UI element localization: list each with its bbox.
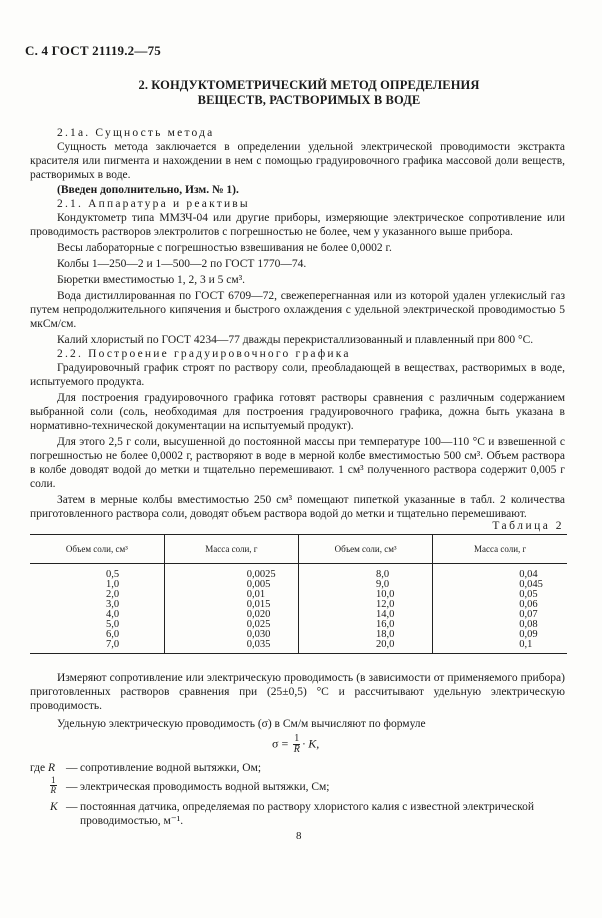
- subsection-heading-2-1a: 2.1а. Сущность метода: [57, 127, 215, 139]
- paragraph: Весы лабораторные с погрешностью взвешивания не более 0,0002 г.: [57, 242, 392, 254]
- table-cell: 16,0: [376, 619, 395, 630]
- body-text-lower: [30, 671, 565, 731]
- paragraph: Для построения градуировочного графика готовят растворы сравнения с различным содержанием выбранной соли (соль, необходимая для построения градуировочного графика, дожна быть указана в нормативно-технической документации на испытуемый продукт).: [30, 392, 565, 432]
- table-cell: 5,0: [106, 619, 120, 630]
- paragraph: Для этого 2,5 г соли, высушенной до постоянной массы при температуре 100—110 °С и взвешенной с погрешностью не более 0,0002 г, растворяют в воде в мерной колбе вместимостью 500 см³. Объем раствора в колбе доводят водой до метки и тщательно перемешивают. 1 см³ полученного раствора содержит 0,005 г соли.: [30, 436, 565, 490]
- table-header-cell: Масса соли, г: [164, 535, 298, 564]
- page-header: С. 4 ГОСТ 21119.2—75: [25, 43, 161, 58]
- subsection-heading-2-1: 2.1. Аппаратура и реактивы: [57, 198, 250, 210]
- table-cell: 0,020: [246, 609, 271, 620]
- formula-denominator: R: [293, 744, 300, 755]
- table-cell: 9,0: [376, 579, 390, 590]
- paragraph: Кондуктометр типа ММЗЧ-04 или другие приборы, измеряющие электрическое сопротивление или проводимость растворов электролитов с погрешностью не более, чем у указанного выше прибора.: [30, 212, 565, 238]
- definition-symbol: R: [47, 762, 56, 774]
- table-header-cell: Объем соли, см³: [30, 535, 164, 564]
- table-cell: 0,025: [246, 619, 271, 630]
- definition-symbol: K: [50, 801, 58, 813]
- paragraph: Калий хлористый по ГОСТ 4234—77 дважды перекристаллизованный и плавленный при 800 °С.: [57, 334, 534, 346]
- formula-fraction: [293, 734, 300, 755]
- table-cell: 4,0: [106, 609, 120, 620]
- table-column-volume-2: [299, 564, 433, 654]
- table-cell: 18,0: [376, 629, 395, 640]
- table-cell: 0,0025: [246, 569, 276, 580]
- table-cell: 0,005: [246, 579, 271, 590]
- data-table: [30, 534, 567, 654]
- table-cell: 0,07: [519, 609, 538, 620]
- table-cell: 0,01: [246, 589, 266, 600]
- section-title-line2: ВЕЩЕСТВ, РАСТВОРИМЫХ В ВОДЕ: [197, 93, 421, 107]
- formula: [272, 734, 319, 755]
- paragraph: Затем в мерные колбы вместимостью 250 см³ помещают пипеткой указанные в табл. 2 количества приготовленного раствора соли, доводят объем раствора водой до метки и тщательно перемешивают.: [30, 494, 565, 520]
- table-cell: 6,0: [106, 629, 120, 640]
- table-cell: 20,0: [376, 639, 395, 650]
- paragraph: Бюретки вместимостью 1, 2, 3 и 5 см³.: [57, 274, 246, 286]
- table-cell: 0,06: [519, 599, 538, 610]
- formula-numerator: 1: [294, 733, 300, 744]
- amendment-note: (Введен дополнительно, Изм. № 1).: [57, 184, 239, 196]
- page-number: 8: [296, 830, 302, 842]
- table-cell: 0,045: [519, 579, 543, 590]
- table-cell: 14,0: [376, 609, 395, 620]
- table-column-mass-2: [433, 564, 567, 654]
- definition-text: электрическая проводимость водной вытяжки, См;: [80, 781, 330, 793]
- table-cell: 2,0: [106, 589, 120, 600]
- table-cell: 0,030: [246, 629, 271, 640]
- paragraph: Колбы 1—250—2 и 1—500—2 по ГОСТ 1770—74.: [57, 258, 307, 270]
- definition-dash: —: [66, 781, 78, 793]
- formula-rhs: · K,: [302, 736, 320, 751]
- paragraph: Измеряют сопротивление или электрическую проводимость (в зависимости от применяемого прибора) приготовленных растворов сравнения при (25±0,5) °С и рассчитывают удельную электрическую проводимость.: [30, 672, 565, 712]
- table-cell: 1,0: [106, 579, 120, 590]
- subsection-heading-2-2: 2.2. Построение градуировочного графика: [57, 348, 351, 360]
- definition-dash: —: [66, 762, 78, 774]
- table-cell: 0,05: [519, 589, 538, 600]
- table-header-cell: Объем соли, см³: [299, 535, 433, 564]
- table-cell: 0,1: [519, 639, 533, 650]
- table-cell: 0,04: [519, 569, 538, 580]
- paragraph: Сущность метода заключается в определении удельной электрической проводимости экстракта красителя или пигмента и нахождении в нем с помощью градуировочного графика массовой доли веществ, растворимых в воде.: [30, 141, 565, 181]
- table-cell: 0,5: [106, 569, 120, 580]
- table-cell: 0,09: [519, 629, 538, 640]
- paragraph: Вода дистиллированная по ГОСТ 6709—72, свежеперегнанная или из которой удален углекислый газ путем непродолжительного кипячения и быстрого охлаждения с удельной электрической проводимостью 5 мкСм/см.: [30, 290, 565, 330]
- formula-lhs: σ =: [272, 736, 292, 751]
- table-caption: Таблица 2: [492, 520, 564, 532]
- table-cell: 0,08: [519, 619, 538, 630]
- table-cell: 12,0: [376, 599, 395, 610]
- definition-fraction-den: R: [50, 785, 56, 795]
- table-cell: 10,0: [376, 589, 395, 600]
- paragraph: Удельную электрическую проводимость (σ) в См/м вычисляют по формуле: [57, 718, 426, 730]
- definition-text: постоянная датчика, определяемая по раствору хлористого калия с известной электрической проводимостью, м⁻¹.: [80, 801, 535, 827]
- table-column-volume-1: [30, 564, 164, 654]
- definition-fraction: [50, 776, 57, 795]
- table-cell: 0,035: [246, 639, 271, 650]
- table-cell: 0,015: [246, 599, 271, 610]
- table-cell: 7,0: [106, 639, 120, 650]
- body-text-upper: [30, 126, 565, 521]
- paragraph: Градуировочный график строят по раствору соли, преобладающей в веществах, растворимых в воде, испытуемого продукта.: [30, 362, 565, 388]
- section-title-line1: 2. КОНДУКТОМЕТРИЧЕСКИЙ МЕТОД ОПРЕДЕЛЕНИЯ: [138, 78, 480, 92]
- table-cell: 3,0: [106, 599, 120, 610]
- table-column-mass-1: [164, 564, 298, 654]
- table-cell: 8,0: [376, 569, 390, 580]
- definition-text: сопротивление водной вытяжки, Ом;: [80, 762, 262, 774]
- table-header-cell: Масса соли, г: [433, 535, 567, 564]
- definition-fraction-num: 1: [51, 775, 56, 785]
- definition-dash: —: [66, 801, 78, 813]
- definition-intro: где: [30, 762, 46, 774]
